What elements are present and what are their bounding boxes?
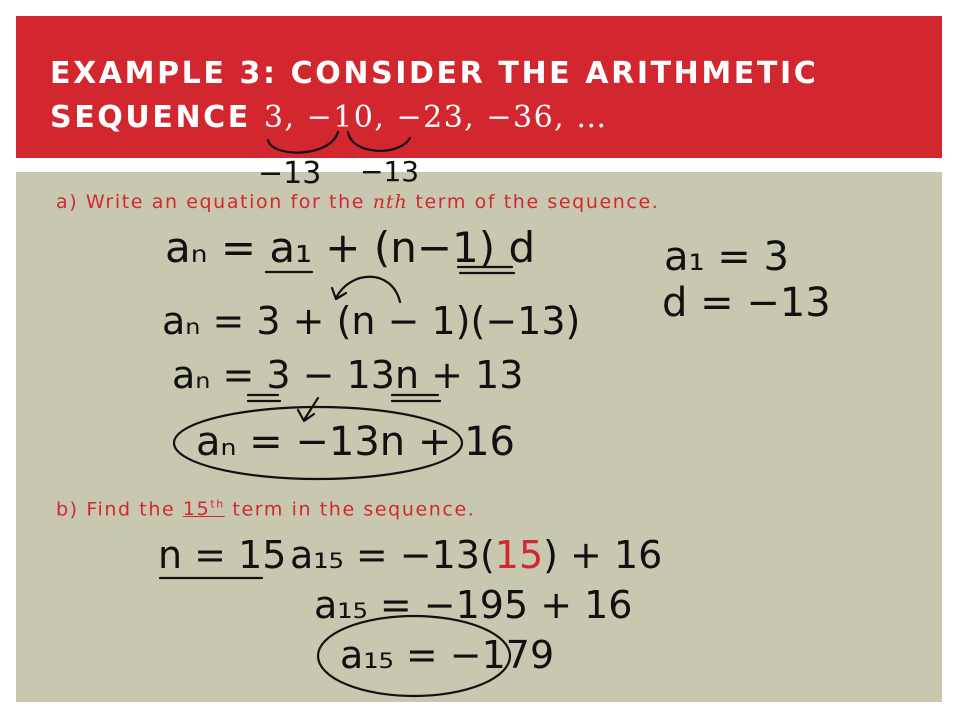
question-b-ordinal-number: 15 [182,498,211,521]
title-line-1: EXAMPLE 3: CONSIDER THE ARITHMETIC [50,56,819,91]
handwritten-product-step: a₁₅ = −195 + 16 [314,583,633,627]
question-a [56,191,659,213]
question-b-ordinal-suffix: th [210,498,225,511]
handwritten-result-b: a₁₅ = −179 [340,633,555,677]
title-sequence-terms: 3, −10, −23, −36, … [263,100,608,135]
title-line-2 [50,96,930,140]
handwritten-formula: aₙ = a₁ + (n−1) d [165,223,536,272]
question-b-ordinal [183,498,225,520]
handwritten-step-2: aₙ = 3 − 13n + 13 [172,353,524,397]
content-panel [16,172,942,702]
handwritten-result-a: aₙ = −13n + 16 [196,419,516,465]
difference-label-1: −13 [258,156,322,191]
handwritten-step-1: aₙ = 3 + (n − 1)(−13) [162,299,581,343]
substitution-highlight: 15 [494,533,544,577]
handwritten-n-value: n = 15 [158,533,287,577]
handwritten-d-value: d = −13 [662,280,831,326]
slide-title [50,52,930,140]
question-b-suffix: term in the sequence. [224,498,476,521]
question-b-prefix: b) Find the [56,498,183,521]
substitution-right: ) + 16 [543,533,663,577]
difference-label-2: −13 [360,155,420,188]
question-a-prefix: a) Write an equation for the [56,191,373,213]
question-a-variable: nth [372,191,408,213]
handwritten-a1-value: a₁ = 3 [664,234,789,280]
substitution-left: a₁₅ = −13( [290,533,495,577]
question-a-suffix: term of the sequence. [407,191,660,213]
question-b [56,498,475,520]
title-sequence-word: SEQUENCE [50,100,264,135]
